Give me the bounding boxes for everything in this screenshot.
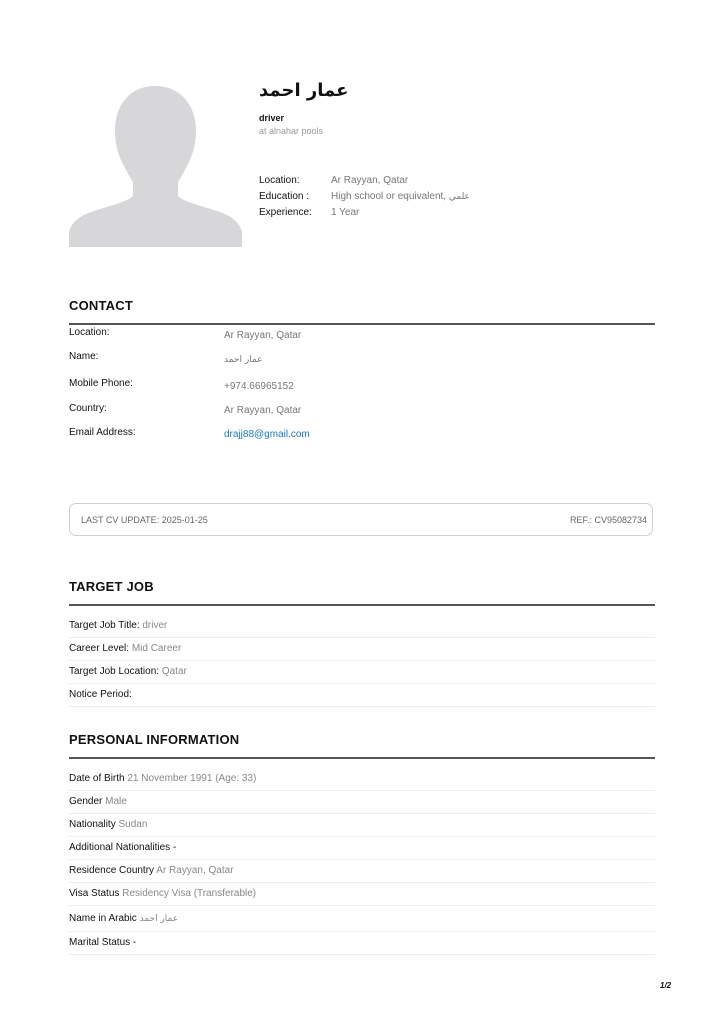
profile-summary xyxy=(259,174,470,222)
personal-info-section-title: PERSONAL INFORMATION xyxy=(69,732,240,747)
name-in-arabic-row xyxy=(69,906,655,932)
target-job-list xyxy=(69,615,655,707)
contact-row-mobile xyxy=(69,378,655,403)
gender-value: Male xyxy=(105,796,127,807)
summary-education-arabic: علمي xyxy=(448,192,470,202)
nationality-value: Sudan xyxy=(118,819,148,830)
contact-row-country xyxy=(69,403,655,427)
summary-education xyxy=(259,190,470,206)
career-level-label: Career Level: xyxy=(69,643,132,654)
cv-reference: REF.: CV95082734 xyxy=(569,515,647,525)
target-job-title-label: Target Job Title: xyxy=(69,620,143,631)
target-job-title-row xyxy=(69,615,655,638)
summary-experience-label: Experience: xyxy=(259,207,312,218)
visa-status-row xyxy=(69,883,655,906)
dob-row xyxy=(69,768,655,791)
contact-mobile-label: Mobile Phone: xyxy=(69,378,133,389)
dob-value: 21 November 1991 (Age: 33) xyxy=(127,773,257,784)
additional-nationalities-row xyxy=(69,837,655,860)
summary-location xyxy=(259,174,470,190)
residence-country-label: Residence Country xyxy=(69,865,157,876)
marital-status-row xyxy=(69,932,655,955)
profile-job-title: driver xyxy=(259,113,285,123)
page-number: 1/2 xyxy=(660,981,672,990)
contact-location-label: Location: xyxy=(69,327,110,338)
additional-nationalities-label: Additional Nationalities - xyxy=(69,842,177,853)
contact-location-value: Ar Rayyan, Qatar xyxy=(224,330,302,341)
name-in-arabic-label: Name in Arabic xyxy=(69,913,140,924)
personal-info-divider xyxy=(69,757,655,759)
gender-label: Gender xyxy=(69,796,106,807)
nationality-row xyxy=(69,814,655,837)
target-job-location-row xyxy=(69,661,655,684)
nationality-label: Nationality xyxy=(69,819,119,830)
profile-avatar xyxy=(69,84,242,247)
summary-education-label: Education : xyxy=(259,191,310,202)
contact-country-value: Ar Rayyan, Qatar xyxy=(224,405,302,416)
career-level-row xyxy=(69,638,655,661)
contact-email-link[interactable]: drajj88@gmail.com xyxy=(224,429,310,440)
visa-status-value: Residency Visa (Transferable) xyxy=(122,888,257,899)
marital-status-label: Marital Status - xyxy=(69,937,137,948)
summary-location-value: Ar Rayyan, Qatar xyxy=(331,175,409,186)
contact-list xyxy=(69,327,655,451)
contact-country-label: Country: xyxy=(69,403,107,414)
last-cv-update: LAST CV UPDATE: 2025-01-25 xyxy=(81,515,208,525)
residence-country-row xyxy=(69,860,655,883)
contact-mobile-value: +974.66965152 xyxy=(224,381,294,392)
summary-experience-value: 1 Year xyxy=(331,207,360,218)
target-job-location-value: Qatar xyxy=(161,666,187,677)
summary-experience xyxy=(259,206,470,222)
notice-period-row xyxy=(69,684,655,707)
target-job-divider xyxy=(69,604,655,606)
profile-company: at alnahar pools xyxy=(259,126,324,136)
target-job-location-label: Target Job Location: xyxy=(69,666,162,677)
notice-period-label: Notice Period: xyxy=(69,689,132,700)
contact-divider xyxy=(69,323,655,325)
target-job-title-value: driver xyxy=(142,620,168,631)
contact-row-location xyxy=(69,327,655,351)
cv-update-bar xyxy=(69,503,653,536)
target-job-section-title: TARGET JOB xyxy=(69,579,154,594)
summary-education-value xyxy=(331,190,470,206)
contact-section-title: CONTACT xyxy=(69,298,133,313)
contact-row-name xyxy=(69,351,655,378)
name-in-arabic-value: عمار احمد xyxy=(139,914,179,924)
contact-name-value: عمار احمد xyxy=(224,355,263,365)
residence-country-value: Ar Rayyan, Qatar xyxy=(156,865,234,876)
dob-label: Date of Birth xyxy=(69,773,128,784)
contact-name-label: Name: xyxy=(69,351,99,362)
summary-location-label: Location: xyxy=(259,175,300,186)
summary-education-text: High school or equivalent, xyxy=(331,191,449,202)
personal-info-list xyxy=(69,768,655,955)
contact-email-label: Email Address: xyxy=(69,427,136,438)
contact-row-email xyxy=(69,427,655,451)
gender-row xyxy=(69,791,655,814)
career-level-value: Mid Career xyxy=(131,643,182,654)
profile-name: عمار احمد xyxy=(259,80,349,101)
visa-status-label: Visa Status xyxy=(69,888,123,899)
